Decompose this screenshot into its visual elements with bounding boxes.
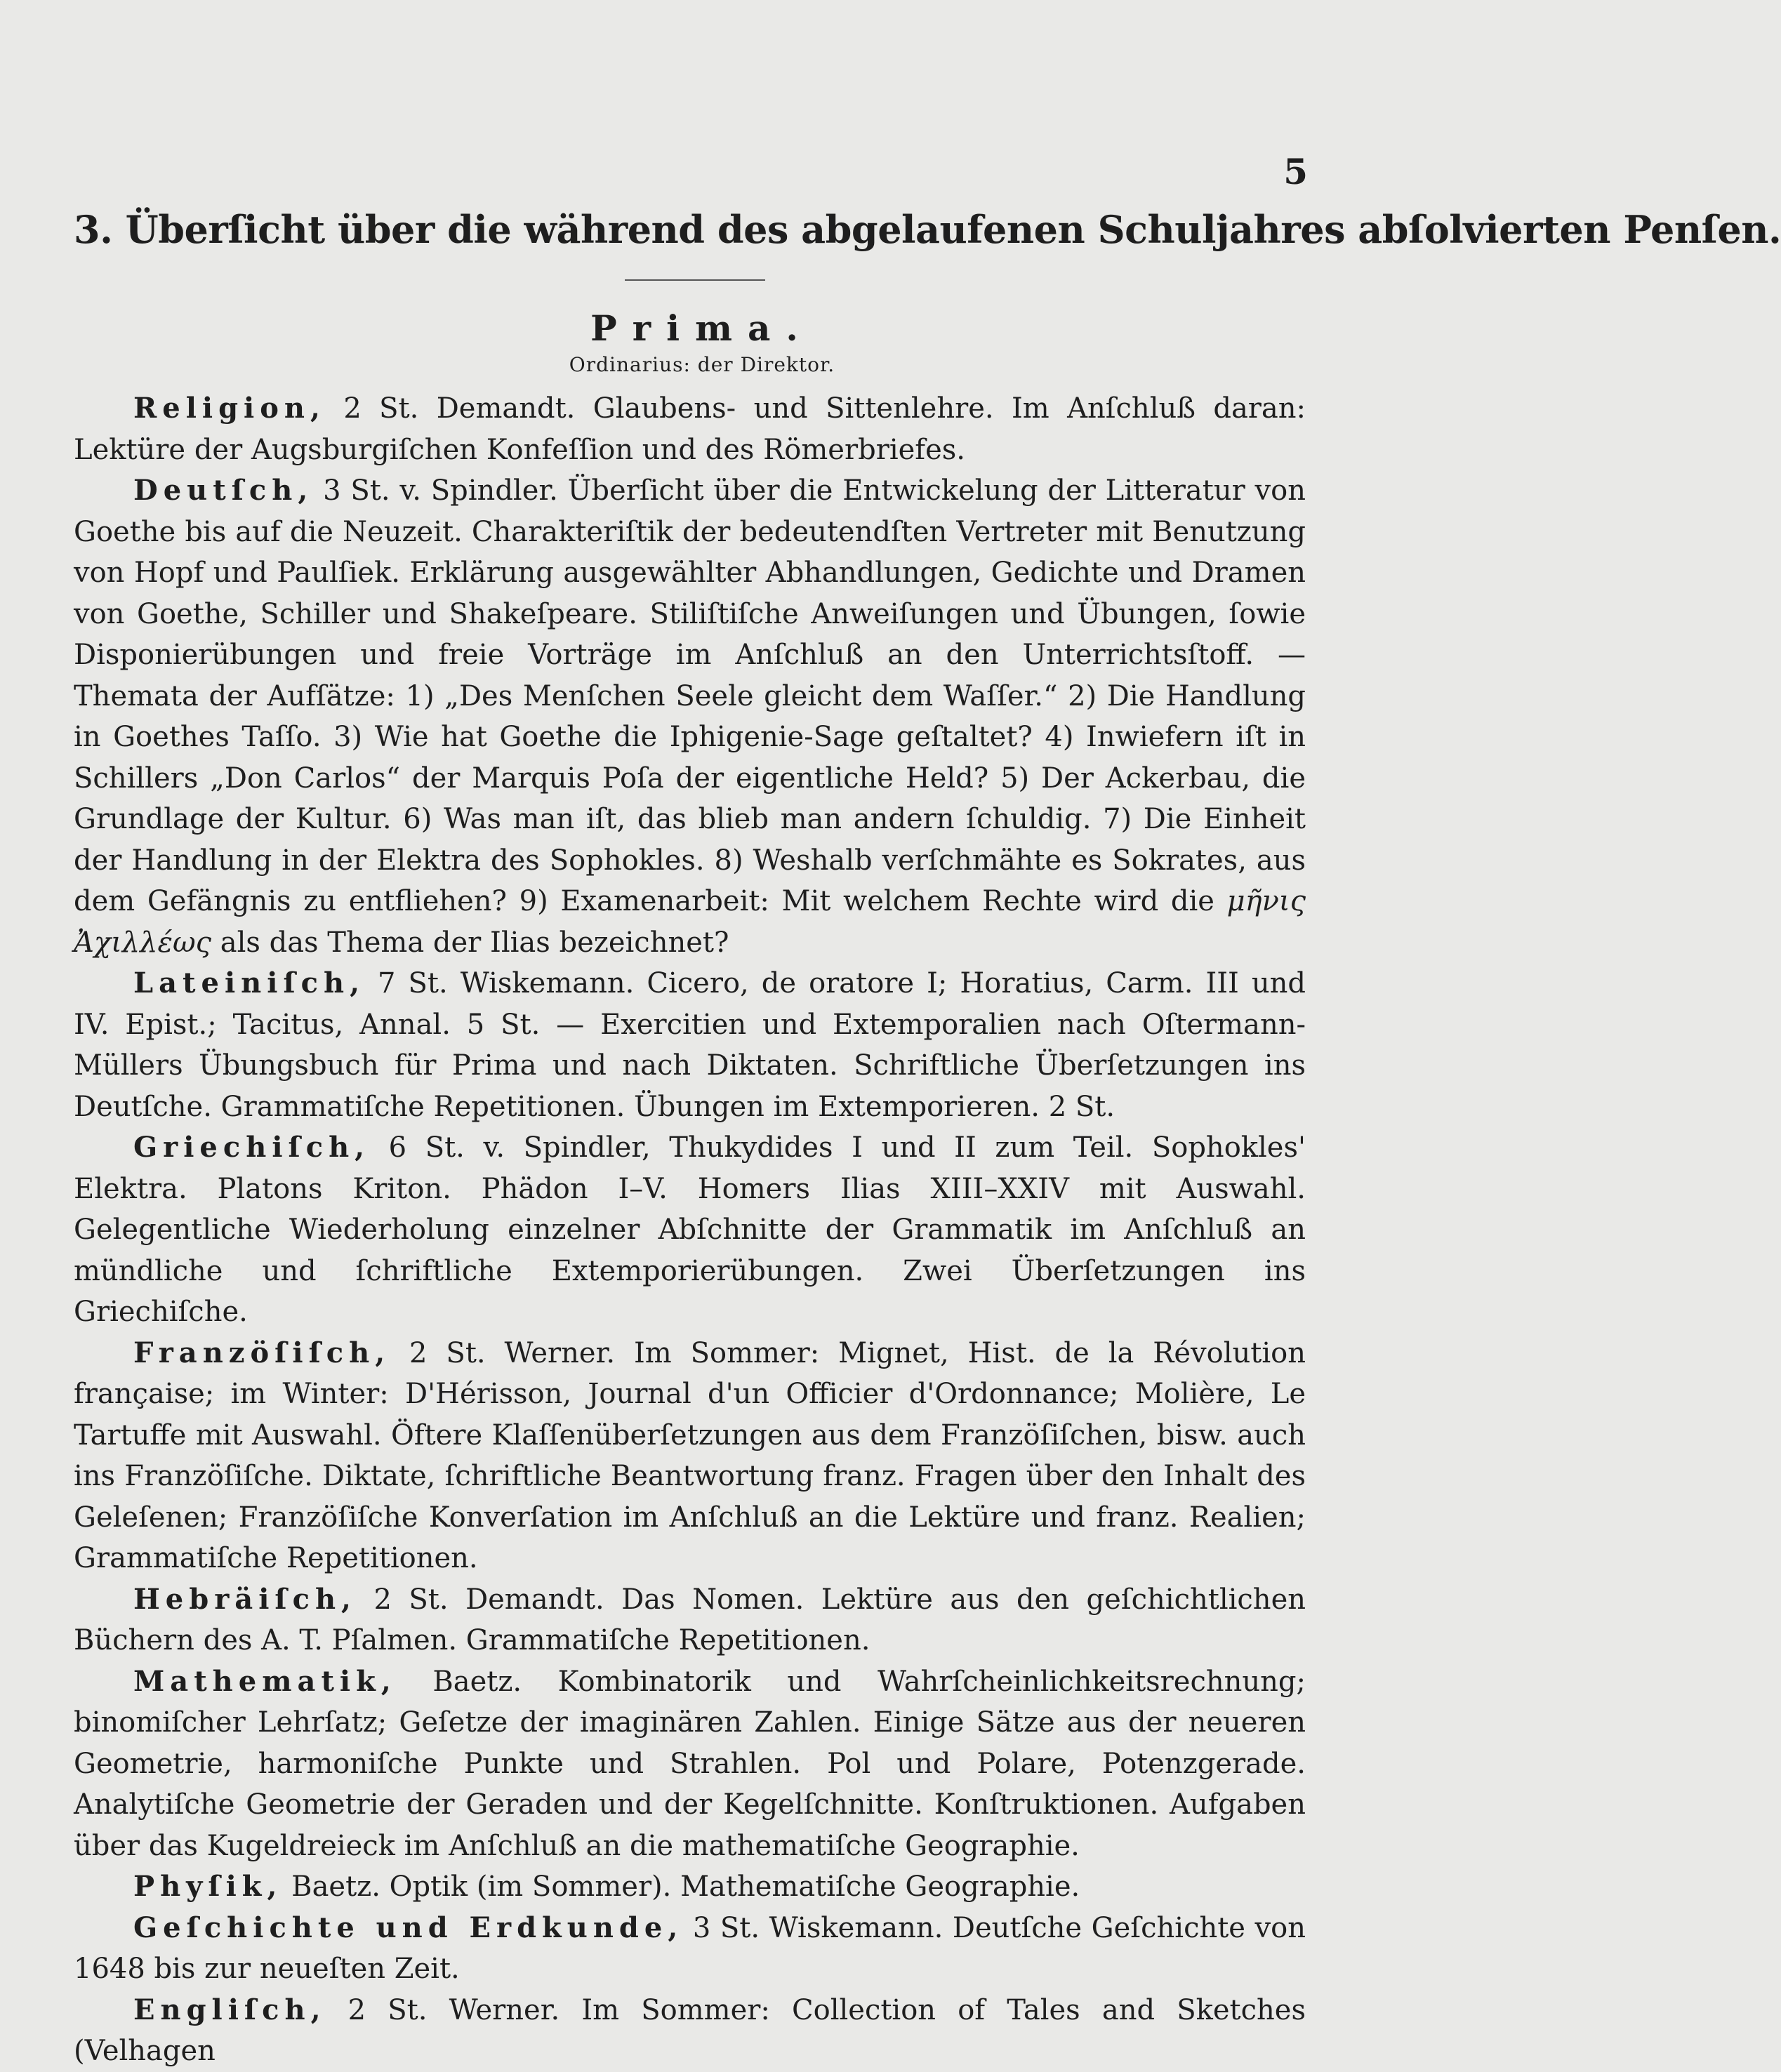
subject-paragraph-englisch xyxy=(74,1990,1306,2072)
subject-name: Phyſik, xyxy=(133,1870,283,1903)
subject-text: 7 St. Wiskemann. Cicero, de oratore I; Horatius, Carm. III und IV. Epist.; Tacitus, Annal. 5 St. — Exercitien und Extemporalien nach Oſtermann-Müllers Übungsbuch für Prima und nach Diktaten. Schriftliche Überſetzungen ins Deutſche. Grammatiſche Repetitionen. Übungen im Extemporieren. 2 St. xyxy=(74,967,1306,1123)
subject-name: Geſchichte und Erdkunde, xyxy=(133,1911,684,1944)
page-number: 5 xyxy=(1283,151,1308,192)
subject-paragraph-deutsch xyxy=(74,470,1306,963)
subject-name: Mathematik, xyxy=(133,1664,397,1698)
subject-text: Baetz. Kombinatorik und Wahrſcheinlichkeitsrechnung; binomiſcher Lehrſatz; Geſetze der imaginären Zahlen. Einige Sätze aus der neueren Geometrie, harmoniſche Punkte und Strahlen. Pol und Polare, Potenzgerade. Analytiſche Geometrie der Geraden und der Kegelſchnitte. Konſtruktionen. Aufgaben über das Kugeldreieck im Anſchluß an die mathematiſche Geographie. xyxy=(74,1665,1306,1862)
subject-paragraph-hebraeisch xyxy=(74,1579,1306,1661)
greek-phrase: μῆνις Ἀχιλλέως xyxy=(74,885,1306,959)
subject-paragraph-franzoesisch xyxy=(74,1333,1306,1579)
subject-name: Deutſch, xyxy=(133,474,314,507)
section-heading: 3. Überſicht über die während des abgelaufenen Schuljahres abſolvierten Penſen. xyxy=(74,207,1781,252)
subject-name: Religion, xyxy=(133,392,326,425)
subject-name: Lateiniſch, xyxy=(133,967,366,1000)
subject-text: 3 St. Wiskemann. Deutſche Geſchichte von 1648 bis zur neueſten Zeit. xyxy=(74,1911,1306,1985)
subject-paragraph-geschichte xyxy=(74,1908,1306,1990)
subject-list xyxy=(74,388,1306,2072)
heading-rule xyxy=(625,279,765,281)
subject-paragraph-griechisch xyxy=(74,1127,1306,1333)
subject-paragraph-mathematik xyxy=(74,1661,1306,1867)
subject-name: Hebräiſch, xyxy=(133,1582,357,1616)
subject-text: 3 St. v. Spindler. Überſicht über die Entwickelung der Litteratur von Goethe bis auf die Neuzeit. Charakteriſtik der bedeutendſten Vertreter mit Benutzung von Hopf und Paulſiek. Erklärung ausgewählter Abhandlungen, Gedichte und Dramen von Goethe, Schiller und Shakeſpeare. Stiliſtiſche Anweiſungen und Übungen, ſowie Disponierübungen und freie Vorträge im Anſchluß an den Unterrichtsſtoff. — Themata der Aufſätze: 1) „Des Menſchen Seele gleicht dem Waſſer.“ 2) Die Handlung in Goethes Taſſo. 3) Wie hat Goethe die Iphigenie-Sage geſtaltet? 4) Inwiefern iſt in Schillers „Don Carlos“ der Marquis Poſa der eigentliche Held? 5) Der Ackerbau, die Grundlage der Kultur. 6) Was man iſt, das blieb man andern ſchuldig. 7) Die Einheit der Handlung in der Elektra des Sophokles. 8) Weshalb verſchmähte es Sokrates, aus dem Gefängnis zu entfliehen? 9) Examenarbeit: Mit welchem Rechte wird die xyxy=(74,474,1306,917)
subject-text: 2 St. Demandt. Glaubens- und Sittenlehre. Im Anſchluß daran: Lektüre der Augsburgiſchen Konfeſſion und des Römerbriefes. xyxy=(74,392,1306,466)
subject-text: 2 St. Werner. Im Sommer: Collection of Tales and Sketches (Velhagen xyxy=(74,1993,1306,2067)
subject-text: 2 St. Demandt. Das Nomen. Lektüre aus den geſchichtlichen Büchern des A. T. Pſalmen. Grammatiſche Repetitionen. xyxy=(74,1583,1306,1656)
subject-text: Baetz. Optik (im Sommer). Mathematiſche Geographie. xyxy=(282,1871,1080,1903)
subject-name: Engliſch, xyxy=(133,1993,326,2026)
class-title: Prima. xyxy=(590,307,814,349)
subject-text-after: als das Thema der Ilias bezeichnet? xyxy=(211,926,729,959)
ordinarius-line: Ordinarius: der Direktor. xyxy=(569,353,835,376)
subject-name: Griechiſch, xyxy=(133,1131,371,1164)
subject-name: Franzöſiſch, xyxy=(133,1336,391,1369)
subject-paragraph-religion xyxy=(74,388,1306,470)
subject-text: 2 St. Werner. Im Sommer: Mignet, Hist. de la Révolution française; im Winter: D'Hérisson, Journal d'un Officier d'Ordonnance; Molière, Le Tartuffe mit Auswahl. Öftere Klaſſenüberſetzungen aus dem Franzöſiſchen, bisw. auch ins Franzöſiſche. Diktate, ſchriftliche Beantwortung franz. Fragen über den Inhalt des Geleſenen; Franzöſiſche Konverſation im Anſchluß an die Lektüre und franz. Realien; Grammatiſche Repetitionen. xyxy=(74,1336,1306,1574)
subject-text: 6 St. v. Spindler, Thukydides I und II zum Teil. Sophokles' Elektra. Platons Kriton. Phädon I–V. Homers Ilias XIII–XXIV mit Auswahl. Gelegentliche Wiederholung einzelner Abſchnitte der Grammatik im Anſchluß an mündliche und ſchriftliche Extemporierübungen. Zwei Überſetzungen ins Griechiſche. xyxy=(74,1131,1306,1328)
subject-paragraph-lateinisch xyxy=(74,963,1306,1127)
subject-paragraph-physik xyxy=(74,1866,1306,1908)
